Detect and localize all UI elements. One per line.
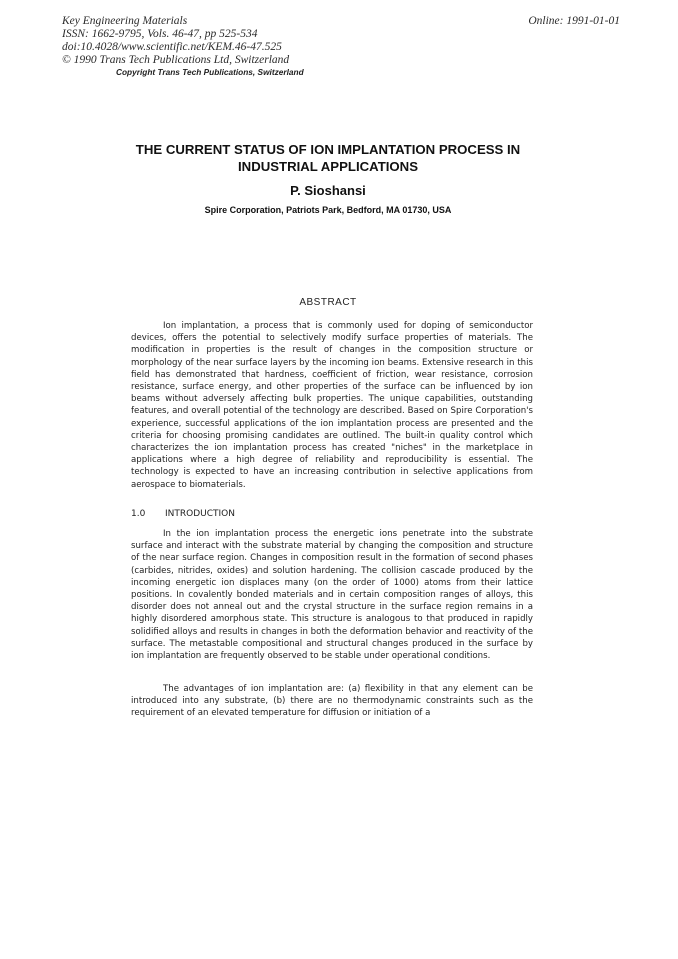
abstract-text: Ion implantation, a process that is commonly used for doping of semiconductor devices, offers the potential to selectively modify surface properties of materials. The modification in properties is the result of changes in the composition structure or morphology of the near surface layers by the incoming ion beams. Extensive research in this field has demonstrated that hardness, coefficient of friction, wear resistance, corrosion resistance, surface energy, and other properties of the surface can be influenced by ion beams without adversely affecting bulk properties. The unique capabilities, outstanding features, and overall potential of the technology are described. Based on Spire Corporation's experience, successful applications of the ion implantation process are presented and the criteria for choosing promising candidates are outlined. The built-in quality control which characterizes the ion implantation process has created "niches" in the marketplace in applications where a high degree of reliability and reproducibility is essential. The technology is expected to have an increasing contribution in selective applications from aerospace to biomaterials.: [131, 321, 533, 490]
abstract-heading: ABSTRACT: [299, 297, 357, 308]
journal-metadata: [62, 15, 289, 67]
online-date: Online: 1991-01-01: [528, 15, 620, 27]
author-name: P. Sioshansi: [290, 183, 366, 198]
title-line-1: THE CURRENT STATUS OF ION IMPLANTATION PROCESS IN: [135, 142, 521, 157]
copyright-line: Copyright Trans Tech Publications, Switzerland: [116, 67, 304, 77]
section-heading-introduction: [131, 509, 235, 519]
introduction-paragraph-2: The advantages of ion implantation are: (a) flexibility in that any element can be introduced into any substrate, (b) there are no thermodynamic constraints such as the requirement of an elevated temperature for diffusion or initiation of a: [131, 684, 533, 719]
section-number: 1.0: [131, 509, 146, 519]
journal-name: Key Engineering Materials: [62, 15, 188, 27]
issn-line: ISSN: 1662-9795, Vols. 46-47, pp 525-534: [62, 28, 258, 40]
introduction-paragraph-1: In the ion implantation process the energetic ions penetrate into the substrate surface and interact with the substrate material by changing the composition and structure of the near surface region. Changes in composition result in the formation of second phases (carbides, nitrides, oxides) and solution hardening. The collision cascade produced by the incoming energetic ion displaces many (on the order of 1000) atoms from their lattice positions. In covalently bonded materials and in certain composition ranges of alloys, this disorder does not anneal out and the crystal structure in the surface region remains in a highly disordered amorphous state. This structure is analogous to that produced in rapidly solidified alloys and results in changes in both the deformation behavior and reactivity of the surface. The metastable compositional and structural changes produced in the surface by ion implantation are frequently observed to be stable under operational conditions.: [131, 529, 533, 662]
author-affiliation: Spire Corporation, Patriots Park, Bedford, MA 01730, USA: [204, 205, 452, 215]
doi-line: doi:10.4028/www.scientific.net/KEM.46-47.525: [62, 41, 282, 53]
section-title: INTRODUCTION: [165, 509, 235, 519]
publisher-copyright: © 1990 Trans Tech Publications Ltd, Switzerland: [62, 54, 290, 66]
title-line-2: INDUSTRIAL APPLICATIONS: [238, 159, 418, 174]
paper-title: [60, 141, 596, 175]
